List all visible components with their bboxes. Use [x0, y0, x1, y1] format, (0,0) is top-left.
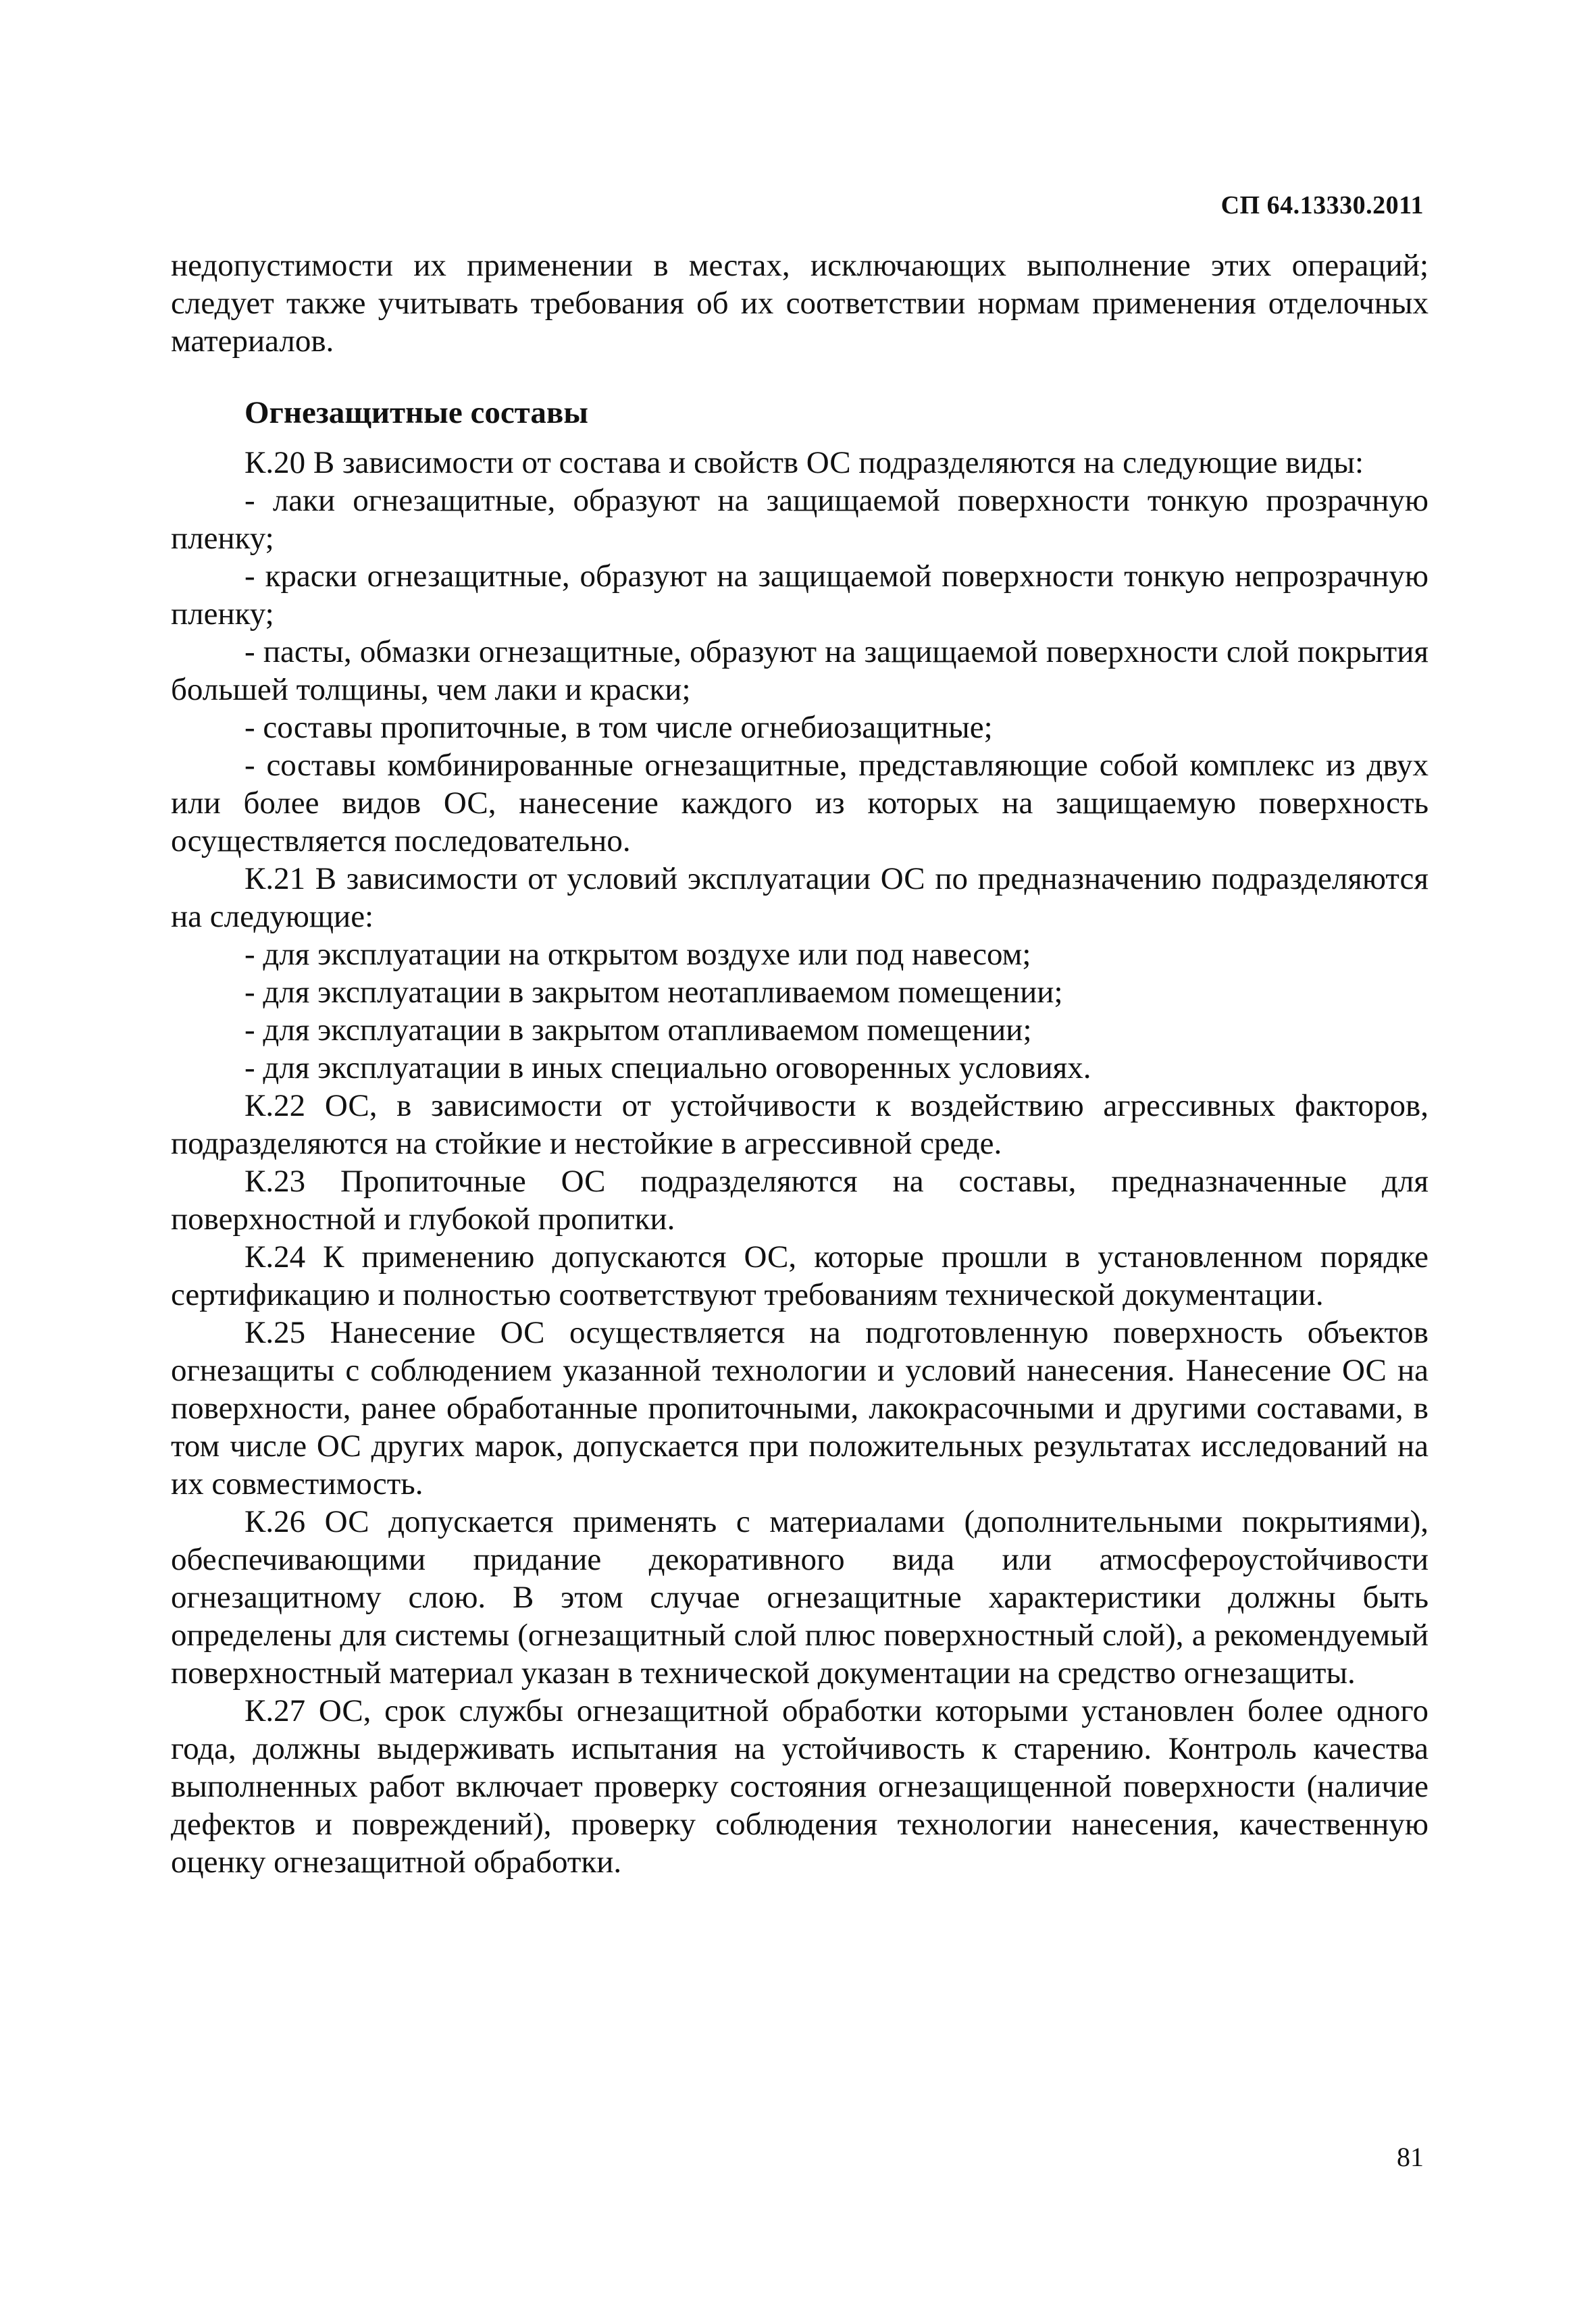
paragraph-k27: К.27 ОС, срок службы огнезащитной обработки которыми установлен более одного года, должны выдерживать испытания на устойчивость к старению. Контроль качества выполненных работ включает проверку состояния огнезащищенной поверхности (наличие дефектов и повреждений), проверку соблюдения технологии нанесения, качественную оценку огнезащитной обработки. — [171, 1693, 1428, 1880]
intro-paragraph: недопустимости их применении в местах, исключающих выполнение этих операций; следует также учитывать требования об их соответствии нормам применения отделочных материалов. — [171, 248, 1428, 359]
page-content — [171, 247, 1428, 1881]
section-heading: Огнезащитные составы — [244, 395, 588, 430]
list-item-paints: - краски огнезащитные, образуют на защищаемой поверхности тонкую непрозрачную пленку; — [171, 559, 1428, 632]
list-item-combined: - составы комбинированные огнезащитные, представляющие собой комплекс из двух или более видов ОС, нанесение каждого из которых на защищаемую поверхность осуществляется последовательно. — [171, 748, 1428, 858]
paragraph-k25: К.25 Нанесение ОС осуществляется на подготовленную поверхность объектов огнезащиты с соблюдением указанной технологии и условий нанесения. Нанесение ОС на поверхности, ранее обработанные пропиточными, лакокрасочными и другими составами, в том числе ОС других марок, допускается при положительных результатах исследований на их совместимость. — [171, 1315, 1428, 1501]
list-item-special: - для эксплуатации в иных специально оговоренных условиях. — [244, 1050, 1091, 1085]
paragraph-k22: К.22 ОС, в зависимости от устойчивости к воздействию агрессивных факторов, подразделяются на стойкие и нестойкие в агрессивной среде. — [171, 1088, 1428, 1161]
paragraph-k23: К.23 Пропиточные ОС подразделяются на составы, предназначенные для поверхностной и глубокой пропитки. — [171, 1164, 1428, 1237]
list-item-heated: - для эксплуатации в закрытом отапливаемом помещении; — [244, 1012, 1032, 1048]
list-item-varnishes: - лаки огнезащитные, образуют на защищаемой поверхности тонкую прозрачную пленку; — [171, 483, 1428, 556]
paragraph-k24: К.24 К применению допускаются ОС, которые прошли в установленном порядке сертификацию и полностью соответствуют требованиям технической документации. — [171, 1239, 1428, 1312]
page-number: 81 — [1397, 2142, 1424, 2172]
paragraph-k26: К.26 ОС допускается применять с материалами (дополнительными покрытиями), обеспечивающими придание декоративного вида или атмосфероустойчивости огнезащитному слою. В этом случае огнезащитные характеристики должны быть определены для системы (огнезащитный слой плюс поверхностный слой), а рекомендуемый поверхностный материал указан в технической документации на средство огнезащиты. — [171, 1504, 1428, 1691]
list-item-impregnating: - составы пропиточные, в том числе огнебиозащитные; — [244, 710, 993, 745]
list-item-unheated: - для эксплуатации в закрытом неотапливаемом помещении; — [244, 975, 1063, 1010]
paragraph-k21: К.21 В зависимости от условий эксплуатации ОС по предназначению подразделяются на следующие: — [171, 861, 1428, 934]
paragraph-k20: К.20 В зависимости от состава и свойств ОС подразделяются на следующие виды: — [244, 445, 1364, 480]
document-code: СП 64.13330.2011 — [1220, 191, 1424, 220]
list-item-pastes: - пасты, обмазки огнезащитные, образуют на защищаемой поверхности слой покрытия большей толщины, чем лаки и краски; — [171, 634, 1428, 707]
list-item-outdoor: - для эксплуатации на открытом воздухе или под навесом; — [244, 937, 1031, 972]
